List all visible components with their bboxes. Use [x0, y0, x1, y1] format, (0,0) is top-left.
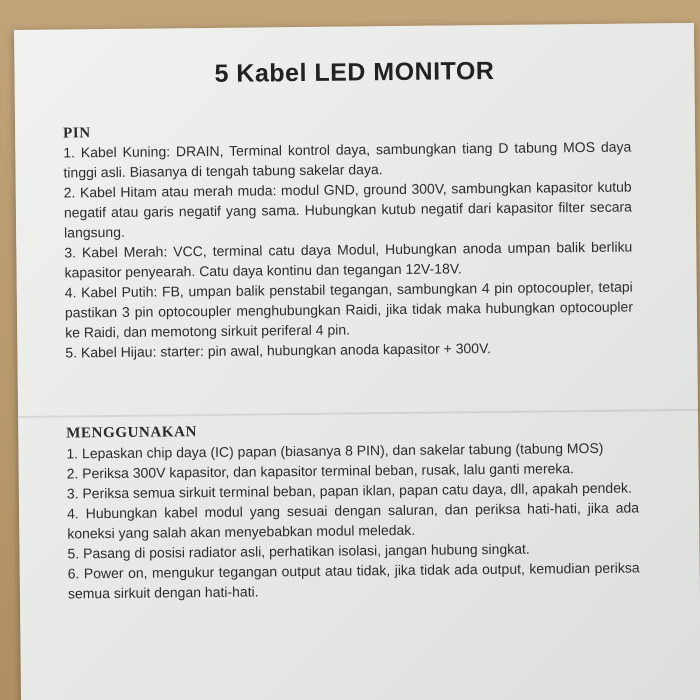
usage-item-2: 2. Periksa 300V kapasitor, dan kapasitor terminal beban, rusak, lalu ganti mereka.	[66, 460, 575, 482]
section-heading-usage: MENGGUNAKAN	[66, 424, 198, 442]
document-title: 5 Kabel LED MONITOR	[214, 56, 495, 88]
pin-item-5: 5. Kabel Hijau: starter: pin awal, hubungkan anoda kapasitor + 300V.	[65, 340, 492, 361]
usage-item-4: 4. Hubungkan kabel modul yang sesuai dengan saluran, dan periksa hati-hati, jika ada koneksi yang salah akan menyebabkan modul meledak.	[66, 499, 640, 542]
usage-list	[66, 437, 640, 603]
section-heading-pin: PIN	[63, 125, 91, 142]
paper-fold-line	[18, 409, 698, 418]
pin-item-2: 2. Kabel Hitam atau merah muda: modul GND, ground 300V, sambungkan kapasitor kutub negatif atau garis negatif yang sama. Hubungkan kutub negatif dari kapasitor filter secara langsung.	[63, 178, 632, 241]
pin-list	[63, 137, 633, 363]
usage-item-3: 3. Periksa semua sirkuit terminal beban, papan iklan, papan catu daya, dll, apakah pendek.	[66, 479, 632, 502]
pin-item-1: 1. Kabel Kuning: DRAIN, Terminal kontrol daya, sambungkan tiang D tabung MOS daya tinggi asli. Biasanya di tengah tabung sakelar daya.	[63, 138, 632, 181]
usage-item-6: 6. Power on, mengukur tegangan output atau tidak, jika tidak ada output, kemudian periksa semua sirkuit dengan hati-hati.	[67, 559, 640, 602]
instruction-sheet	[14, 23, 700, 700]
usage-item-1: 1. Lepaskan chip daya (IC) papan (biasanya 8 PIN), dan sakelar tabung (tabung MOS)	[66, 439, 604, 462]
pin-item-4: 4. Kabel Putih: FB, umpan balik penstabil tegangan, sambungkan 4 pin optocoupler, tetapi pastikan 3 pin optocoupler menghubungkan Raidi, jika tidak maka hubungkan optocoupler ke Raidi, dan memotong sirkuit periferal 4 pin.	[64, 278, 634, 341]
usage-item-5: 5. Pasang di posisi radiator asli, perhatikan isolasi, jangan hubung singkat.	[67, 540, 530, 562]
pin-item-3: 3. Kabel Merah: VCC, terminal catu daya Modul, Hubungkan anoda umpan balik berliku kapasitor penyearah. Catu daya kontinu dan tegangan 12V-18V.	[64, 238, 633, 281]
